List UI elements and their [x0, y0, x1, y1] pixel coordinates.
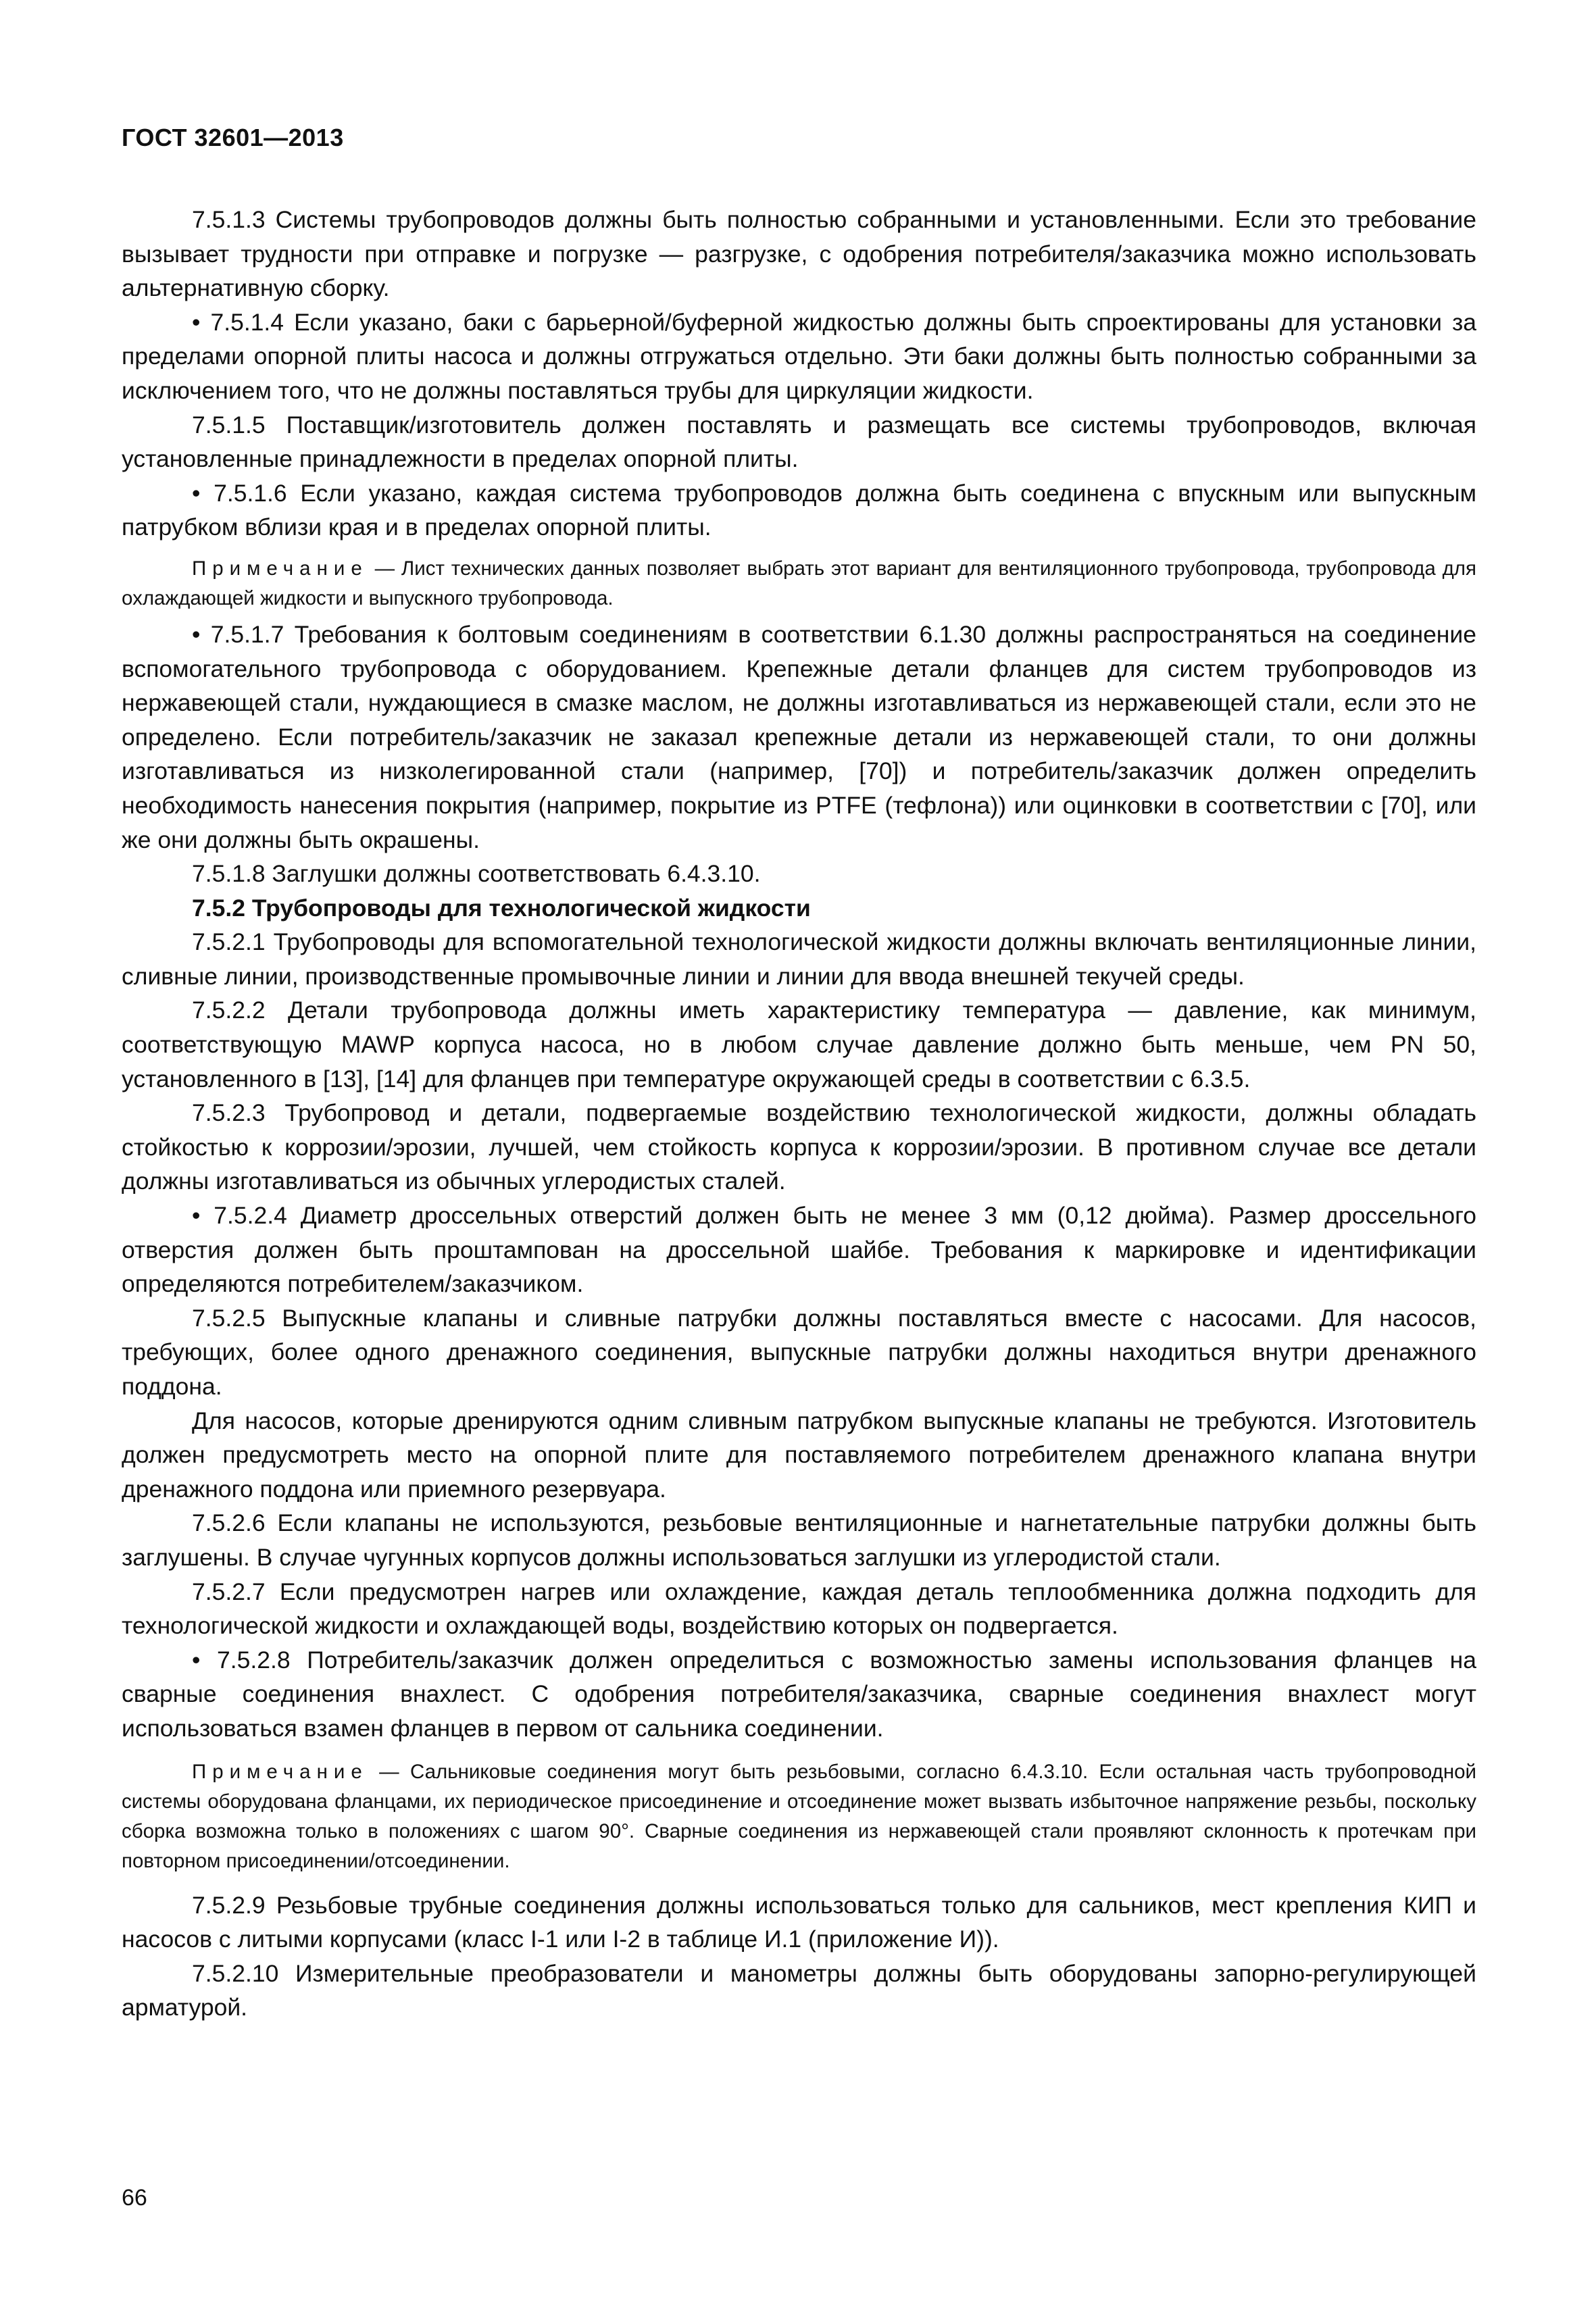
note-label: Примечание [192, 557, 368, 580]
document-header: ГОСТ 32601—2013 [122, 124, 344, 151]
paragraph-7-5-1-8: 7.5.1.8 Заглушки должны соответствовать 6.4.3.10. [192, 860, 761, 888]
note-7-5-1-6 [122, 554, 1476, 613]
subsection-heading-7-5-2: 7.5.2 Трубопроводы для технологической жидкости [192, 894, 811, 922]
paragraph-7-5-2-1: 7.5.2.1 Трубопроводы для вспомогательной технологической жидкости должны включать вентиляционные линии, сливные линии, производственные промывочные линии и линии для ввода внешней текучей среды. [122, 928, 1476, 990]
paragraph-7-5-2-5-drain: Для насосов, которые дренируются одним сливным патрубком выпускные клапаны не требуются. Изготовитель должен предусмотреть место на опорной плите для поставляемого потребителем дренажного клапана внутри дренажного поддона или приемного резервуара. [122, 1407, 1476, 1503]
paragraph-7-5-1-5: 7.5.1.5 Поставщик/изготовитель должен поставлять и размещать все системы трубопроводов, включая установленные принадлежности в пределах опорной плиты. [122, 411, 1476, 473]
paragraph-7-5-1-7: • 7.5.1.7 Требования к болтовым соединениям в соответствии 6.1.30 должны распространяться на соединение вспомогательного трубопровода с оборудованием. Крепежные детали фланцев для систем трубопроводов из нержавеющей стали, нуждающиеся в смазке маслом, не должны изготавливаться из нержавеющей стали, если это не определено. Если потребитель/заказчик не заказал крепежные детали из нержавеющей стали, то они должны изготавливаться из низколегированной стали (например, [70]) и потребитель/заказчик должен определить необходимость нанесения покрытия (например, покрытие из PTFE (тефлона)) или оцинковки в соответствии с [70], или же они должны быть окрашены. [122, 620, 1476, 853]
paragraph-7-5-2-3: 7.5.2.3 Трубопровод и детали, подвергаемые воздействию технологической жидкости, должны обладать стойкостью к коррозии/эрозии, лучшей, чем стойкость корпуса к коррозии/эрозии. В противном случае все детали должны изготавливаться из обычных углеродистых сталей. [122, 1099, 1476, 1195]
paragraph-7-5-2-9: 7.5.2.9 Резьбовые трубные соединения должны использоваться только для сальников, мест крепления КИП и насосов с литыми корпусами (класс I-1 или I-2 в таблице И.1 (приложение И)). [122, 1891, 1476, 1953]
paragraph-7-5-2-4: • 7.5.2.4 Диаметр дроссельных отверстий должен быть не менее 3 мм (0,12 дюйма). Размер дроссельного отверстия должен быть проштампован на дроссельной шайбе. Требования к маркировке и идентификации определяются потребителем/заказчиком. [122, 1202, 1476, 1298]
note-7-5-2-8 [122, 1757, 1476, 1876]
paragraph-7-5-1-3: 7.5.1.3 Системы трубопроводов должны быть полностью собранными и установленными. Если это требование вызывает трудности при отправке и погрузке — разгрузке, с одобрения потребителя/заказчика можно использовать альтернативную сборку. [122, 206, 1476, 302]
paragraph-7-5-2-7: 7.5.2.7 Если предусмотрен нагрев или охлаждение, каждая деталь теплообменника должна подходить для технологической жидкости и охлаждающей воды, воздействию которых он подвергается. [122, 1578, 1476, 1640]
paragraph-7-5-2-8: • 7.5.2.8 Потребитель/заказчик должен определиться с возможностью замены использования фланцев на сварные соединения внахлест. С одобрения потребителя/заказчика, сварные соединения внахлест могут использоваться взамен фланцев в первом от сальника соединении. [122, 1646, 1476, 1742]
note-text: — Сальниковые соединения могут быть резьбовыми, согласно 6.4.3.10. Если остальная часть трубопроводной системы оборудована фланцами, их периодическое присоединение и отсоединение может вызвать избыточное напряжение резьбы, поскольку сборка возможна только в положениях с шагом 90°. Сварные соединения из нержавеющей стали проявляют склонность к протечкам при повторном присоединении/отсоединении. [122, 1760, 1476, 1872]
paragraph-7-5-1-4: • 7.5.1.4 Если указано, баки с барьерной/буферной жидкостью должны быть спроектированы для установки за пределами опорной плиты насоса и должны отгружаться отдельно. Эти баки должны быть полностью собранными за исключением того, что не должны поставляться трубы для циркуляции жидкости. [122, 308, 1476, 404]
note-label: Примечание [192, 1760, 368, 1783]
paragraph-7-5-1-6: • 7.5.1.6 Если указано, каждая система трубопроводов должна быть соединена с впускным или выпускным патрубком вблизи края и в пределах опорной плиты. [122, 479, 1476, 541]
paragraph-7-5-2-6: 7.5.2.6 Если клапаны не используются, резьбовые вентиляционные и нагнетательные патрубки должны быть заглушены. В случае чугунных корпусов должны использоваться заглушки из углеродистой стали. [122, 1509, 1476, 1571]
note-text: — Лист технических данных позволяет выбрать этот вариант для вентиляционного трубопровода, трубопровода для охлаждающей жидкости и выпускного трубопровода. [122, 557, 1476, 609]
document-body [122, 203, 1476, 2025]
paragraph-7-5-2-10: 7.5.2.10 Измерительные преобразователи и манометры должны быть оборудованы запорно-регулирующей арматурой. [122, 1959, 1476, 2021]
page-number: 66 [122, 2185, 147, 2211]
paragraph-7-5-2-2: 7.5.2.2 Детали трубопровода должны иметь характеристику температура — давление, как минимум, соответствующую MAWP корпуса насоса, но в любом случае давление должно быть меньше, чем PN 50, установленного в [13], [14] для фланцев при температуре окружающей среды в соответствии с 6.3.5. [122, 997, 1476, 1092]
paragraph-7-5-2-5: 7.5.2.5 Выпускные клапаны и сливные патрубки должны поставляться вместе с насосами. Для насосов, требующих, более одного дренажного соединения, выпускные патрубки должны находиться внутри дренажного поддона. [122, 1304, 1476, 1400]
